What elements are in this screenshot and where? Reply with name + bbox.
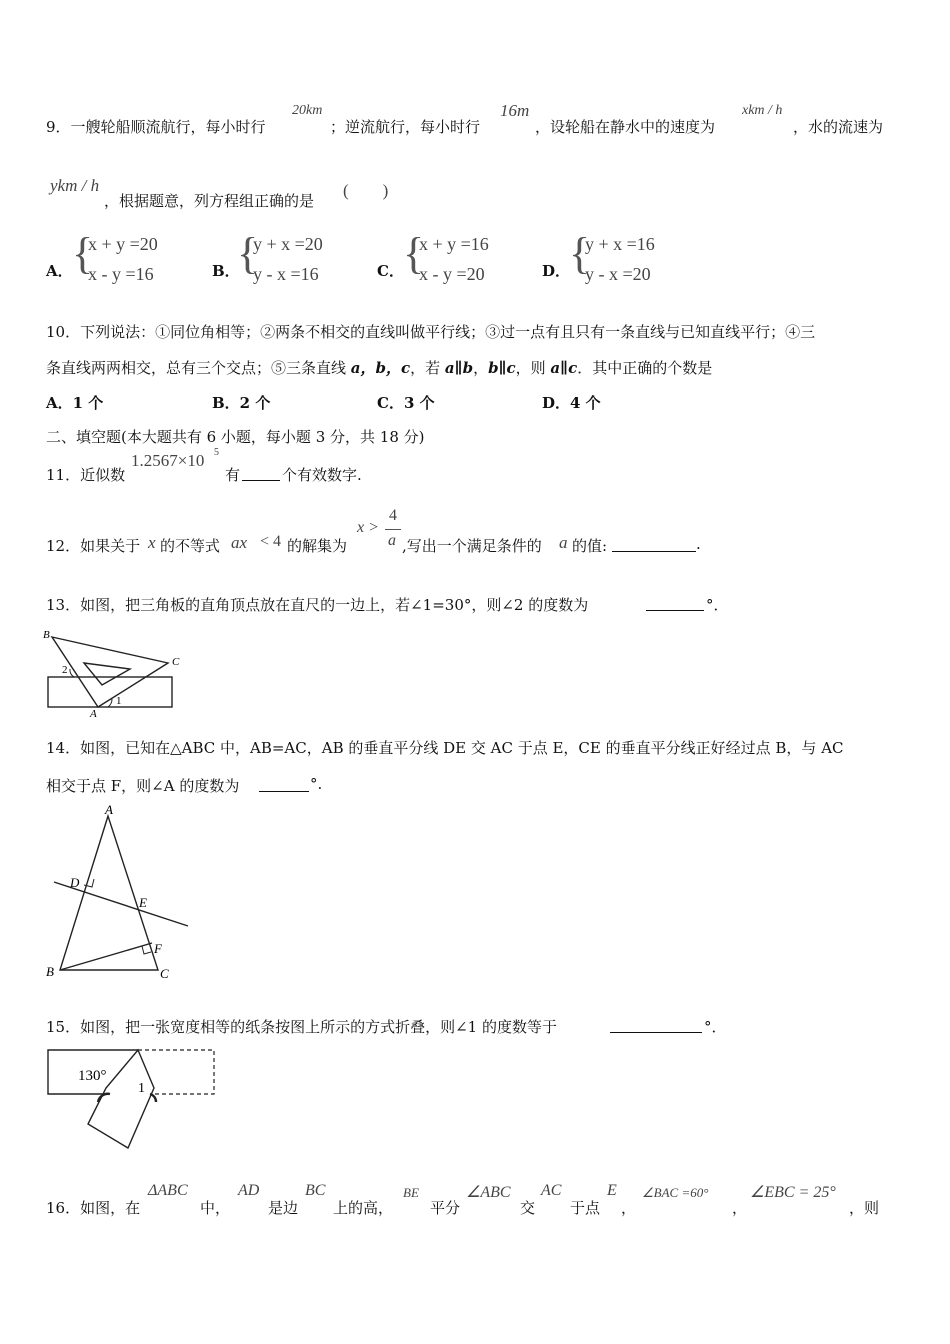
q11-number: 1.2567×10 [131, 451, 205, 470]
q13-text: 13．如图，把三角板的直角顶点放在直尺的一边上，若∠1=30°，则∠2 的度数为 [46, 596, 589, 614]
q9-value-3: xkm / h [742, 103, 783, 118]
q10-text: ， [473, 359, 489, 377]
q16-angle-bac: ∠BAC =60° [642, 1185, 709, 1200]
q14-figure-triangle [40, 800, 200, 985]
q10-line-1: 10．下列说法：①同位角相等；②两条不相交的直线叫做平行线；③过一点有且只有一条直线与已知直线平行；④三 [46, 323, 816, 341]
label-a: A [105, 802, 113, 817]
q16-be: BE [403, 1185, 419, 1200]
q13-answer-blank [646, 596, 704, 611]
q12-text-1: 12．如果关于 [46, 537, 141, 555]
q16-text: ， [621, 1199, 637, 1217]
label-d: D [70, 875, 80, 890]
label-b: B [46, 964, 54, 979]
ruler-rect [48, 677, 172, 707]
q16-angle-ebc: ∠EBC = 25° [750, 1184, 836, 1201]
q13-end: °． [706, 596, 729, 614]
q14-end: °. [310, 775, 323, 793]
equation-2: y - x =20 [585, 264, 651, 284]
q16-text: 中， [200, 1199, 231, 1217]
q16-text: ，则 [849, 1199, 880, 1217]
q12-text-4: ,写出一个满足条件的 [402, 537, 542, 555]
q10-option-c: C．3 个 [377, 394, 435, 412]
q10-text: ．其中正确的个数是 [577, 359, 713, 377]
q9-text-5: ，根据题意，列方程组正确的是 [104, 192, 315, 210]
q9-value-2: 16m [500, 101, 530, 120]
q12-text-5: 的值: [572, 537, 608, 555]
left-brace-icon: { [569, 229, 591, 278]
option-label: C． [377, 262, 404, 280]
q9-text-2: ；逆流航行，每小时行 [330, 118, 481, 136]
q16-text: 于点 [570, 1199, 601, 1217]
label-b: B [43, 629, 50, 641]
q14-line-2: 相交于点 F，则∠A 的度数为 [46, 777, 240, 795]
q10-option-a: A．1 个 [46, 394, 104, 412]
q16-e: E [607, 1182, 617, 1199]
q10-b-parallel-c: b∥c [488, 359, 516, 377]
equation-1: y + x =16 [585, 234, 655, 254]
q15-answer-blank [610, 1018, 702, 1033]
q14-answer-blank [259, 777, 309, 792]
triangle-outer [52, 637, 168, 707]
q16-ad: AD [238, 1182, 260, 1199]
q12-fraction-denominator: a [388, 532, 396, 549]
q10-lines-abc: a，b，c [350, 359, 411, 377]
q15-text: 15．如图，把一张宽度相等的纸条按图上所示的方式折叠，则∠1 的度数等于 [46, 1018, 557, 1036]
q11-answer-blank [242, 466, 280, 481]
q9-text-1: 9．一艘轮船顺流航行，每小时行 [46, 118, 266, 136]
q9-value-1: 20km [292, 103, 323, 118]
q10-a-parallel-b: a∥b [444, 359, 474, 377]
q15-figure-folded-strip [40, 1042, 225, 1157]
q15-end: °． [704, 1018, 727, 1036]
q10-a-parallel-c: a∥c [550, 359, 578, 377]
q9-value-4: ykm / h [50, 176, 100, 195]
q12-fraction-bar [385, 529, 401, 530]
q13-figure-ruler-triangle [40, 625, 190, 720]
label-c: C [172, 656, 180, 668]
equation-2: x - y =16 [88, 264, 154, 284]
q10-text: ，若 [410, 359, 445, 377]
left-brace-icon: { [403, 229, 425, 278]
q12-fraction-numerator: 4 [389, 507, 397, 524]
q9-text-4: ，水的流速为 [793, 118, 884, 136]
q12-var-x: x [148, 533, 156, 552]
q16-angle-abc: ∠ABC [466, 1184, 511, 1201]
q12-var-a: a [559, 533, 568, 552]
q11-text-2: 有 [225, 466, 241, 484]
left-brace-icon: { [237, 229, 259, 278]
q16-text: 是边 [268, 1199, 299, 1217]
q12-text-2: 的不等式 [160, 537, 221, 555]
q10-option-b: B．2 个 [212, 394, 271, 412]
label-a: A [90, 708, 97, 720]
equation-1: x + y =16 [419, 234, 489, 254]
q11-text-3: 个有效数字. [282, 466, 362, 484]
q16-text: 16．如图，在 [46, 1199, 141, 1217]
q14-line-1: 14．如图，已知在△ABC 中，AB=AC，AB 的垂直平分线 DE 交 AC 于点 E，CE 的垂直平分线正好经过点 B，与 AC [46, 739, 844, 757]
q12-answer-blank [612, 537, 696, 552]
label-angle-1: 1 [116, 695, 122, 707]
q12-ax: ax [231, 533, 248, 552]
strip-dashed [138, 1050, 214, 1094]
q10-text: 条直线两两相交，总有三个交点；⑤三条直线 [46, 359, 351, 377]
q12-sol-x: x > [357, 519, 379, 536]
label-angle-2: 2 [62, 664, 68, 676]
triangle-abc [60, 816, 158, 970]
option-label: A． [46, 262, 73, 280]
equation-1: y + x =20 [253, 234, 323, 254]
label-e: E [139, 895, 147, 910]
q12-text-3: 的解集为 [287, 537, 348, 555]
q16-triangle-abc: ΔABC [148, 1182, 188, 1199]
label-f: F [154, 941, 162, 956]
option-label: D． [542, 262, 571, 280]
section-heading: 二、填空题(本大题共有 6 小题，每小题 3 分，共 18 分) [46, 428, 425, 446]
option-label: B． [212, 262, 240, 280]
label-c: C [160, 966, 169, 981]
q9-answer-paren: ( ) [343, 181, 389, 200]
q11-exponent: 5 [214, 447, 219, 458]
q16-ac: AC [541, 1182, 562, 1199]
q16-text: 交 [520, 1199, 536, 1217]
q16-text: 上的高， [333, 1199, 394, 1217]
triangle-inner [84, 663, 130, 685]
left-brace-icon: { [72, 229, 94, 278]
q10-text: ，则 [515, 359, 551, 377]
q16-bc: BC [305, 1182, 326, 1199]
equation-2: y - x =16 [253, 264, 319, 284]
q12-less-than-4: < 4 [260, 533, 282, 550]
equation-1: x + y =20 [88, 234, 158, 254]
label-angle-130: 130° [78, 1068, 107, 1084]
q10-line-2 [46, 357, 712, 378]
q16-text: 平分 [430, 1199, 461, 1217]
line-bf [60, 943, 152, 970]
equation-2: x - y =20 [419, 264, 485, 284]
q9-text-3: ，设轮船在静水中的速度为 [535, 118, 716, 136]
label-angle-1: 1 [138, 1081, 145, 1096]
q16-text: ， [732, 1199, 748, 1217]
q12-text-6: . [696, 535, 701, 553]
q11-text-1: 11．近似数 [46, 466, 126, 484]
q10-option-d: D．4 个 [542, 394, 601, 412]
